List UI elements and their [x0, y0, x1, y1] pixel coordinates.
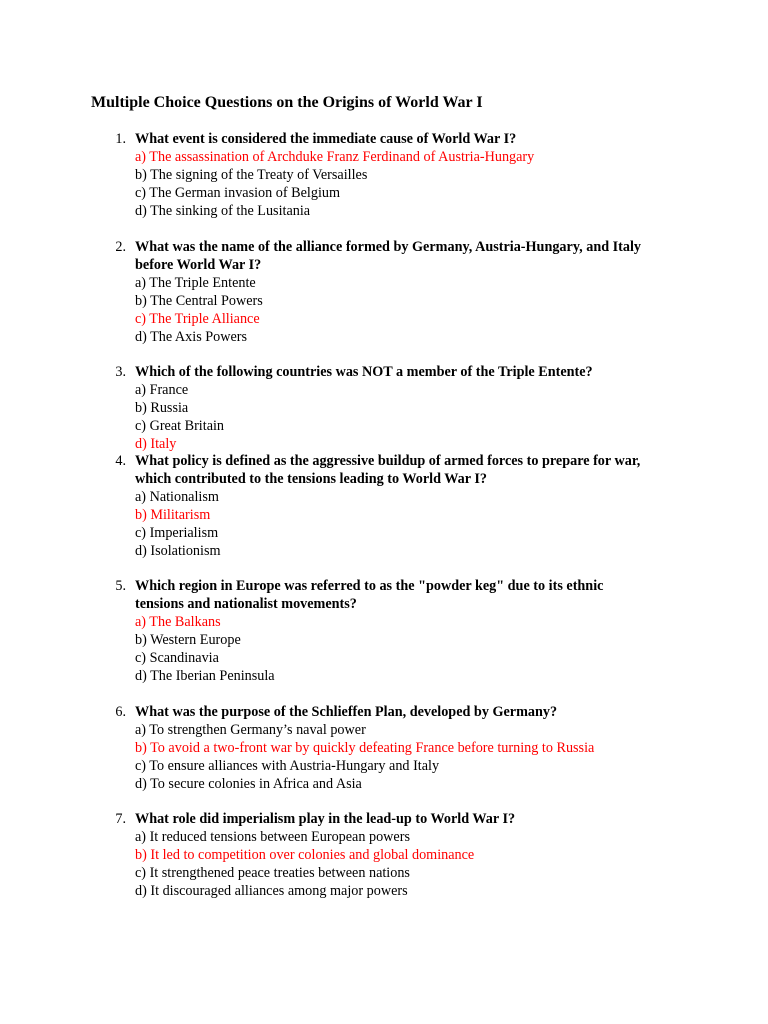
answer-option: a) Nationalism	[135, 488, 219, 505]
question-5	[109, 578, 689, 685]
answer-option: c) The German invasion of Belgium	[135, 184, 341, 201]
answer-option: c) To ensure alliances with Austria-Hungary and Italy	[135, 757, 440, 774]
answer-option: c) Scandinavia	[135, 649, 219, 666]
answer-option: d) It discouraged alliances among major powers	[135, 882, 408, 899]
question-text: What was the name of the alliance formed by Germany, Austria-Hungary, and Italy	[135, 239, 642, 255]
answer-option: b) Russia	[135, 399, 189, 416]
question-text: What policy is defined as the aggressive buildup of armed forces to prepare for war,	[135, 453, 641, 469]
answer-option: d) The sinking of the Lusitania	[135, 202, 311, 219]
question-number: 3.	[115, 364, 126, 380]
answer-option: d) The Axis Powers	[135, 328, 248, 345]
answer-option: b) It led to competition over colonies and global dominance	[135, 846, 475, 863]
answer-option: c) Imperialism	[135, 524, 219, 541]
question-6	[109, 704, 689, 794]
question-1	[109, 131, 689, 221]
question-text: What event is considered the immediate cause of World War I?	[135, 131, 517, 147]
answer-option: a) The Balkans	[135, 613, 221, 630]
answer-option: a) To strengthen Germany’s naval power	[135, 721, 366, 738]
answer-option: d) The Iberian Peninsula	[135, 667, 275, 684]
question-number: 4.	[115, 453, 126, 469]
question-number: 6.	[115, 704, 126, 720]
answer-option: b) The Central Powers	[135, 292, 263, 309]
question-text: What role did imperialism play in the lead-up to World War I?	[135, 811, 516, 827]
answer-option: d) To secure colonies in Africa and Asia	[135, 775, 362, 792]
answer-option: a) The Triple Entente	[135, 274, 256, 291]
answer-option: b) The signing of the Treaty of Versailles	[135, 166, 368, 183]
answer-option: a) It reduced tensions between European powers	[135, 828, 410, 845]
question-number: 1.	[115, 131, 126, 147]
question-2	[109, 239, 689, 346]
answer-option: c) Great Britain	[135, 417, 225, 434]
question-number: 7.	[115, 811, 126, 827]
answer-option: b) Militarism	[135, 506, 211, 523]
question-text: What was the purpose of the Schlieffen Plan, developed by Germany?	[135, 704, 558, 720]
question-3	[109, 364, 689, 454]
question-text: Which of the following countries was NOT a member of the Triple Entente?	[135, 364, 593, 380]
question-number: 5.	[115, 578, 126, 594]
answer-option: b) To avoid a two-front war by quickly defeating France before turning to Russia	[135, 739, 595, 756]
answer-option: a) The assassination of Archduke Franz Ferdinand of Austria-Hungary	[135, 148, 535, 165]
question-text: Which region in Europe was referred to as the "powder keg" due to its ethnic	[135, 578, 604, 594]
question-text-continued: which contributed to the tensions leading to World War I?	[135, 470, 487, 487]
question-number: 2.	[115, 239, 126, 255]
answer-option: c) It strengthened peace treaties between nations	[135, 864, 410, 881]
answer-option: d) Isolationism	[135, 542, 221, 559]
question-7	[109, 811, 689, 901]
answer-option: d) Italy	[135, 435, 177, 452]
answer-option: c) The Triple Alliance	[135, 310, 260, 327]
question-text-continued: tensions and nationalist movements?	[135, 595, 357, 612]
question-text-continued: before World War I?	[135, 256, 262, 273]
question-4	[109, 453, 689, 560]
answer-option: b) Western Europe	[135, 631, 241, 648]
answer-option: a) France	[135, 381, 189, 398]
page-title: Multiple Choice Questions on the Origins of World War I	[91, 94, 483, 111]
